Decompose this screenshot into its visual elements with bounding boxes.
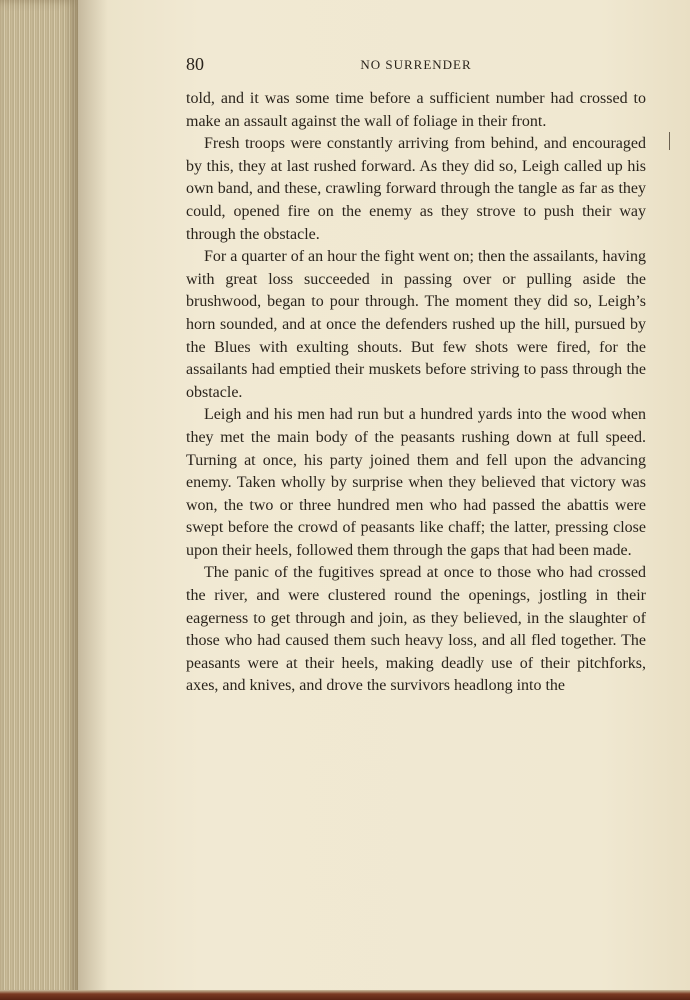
margin-mark [669,132,670,150]
page-header [186,54,646,78]
paragraph-4: Leigh and his men had run but a hundred yards into the wood when they met the main body of the peasants rushing down at full speed. Turning at once, his party joined them and fell upon the advancing enemy. Taken wholly by surprise when they believed that victory was won, the two or three hundred men who had passed the abattis were swept before the crowd of peasants like chaff; the latter, pressing close upon their heels, followed them through the gaps that had been made. [186,406,646,559]
paragraph-3: For a quarter of an hour the fight went on; then the assailants, having with great loss succeeded in passing over or pulling aside the brushwood, began to pour through. The moment they did so, Leigh’s horn sounded, and at once the defenders rushed up the hill, pursued by the Blues with exulting shouts. But few shots were fired, for the assailants had emptied their muskets before striving to pass through the obstacle. [186,248,646,401]
book-cover-edge [0,990,690,1000]
paragraph-2: Fresh troops were constantly arriving from behind, and encouraged by this, they at last rushed forward. As they did so, Leigh called up his own band, and these, crawling forward through the tangle as far as they could, opened fire on the enemy as they strove to push their way through the obstacle. [186,135,646,243]
page-number: 80 [186,54,204,74]
running-head: NO SURRENDER [360,57,472,72]
paragraph-5: The panic of the fugitives spread at once to those who had crossed the river, and were clustered round the openings, jostling in their eagerness to get through and join, as they believed, in the slaughter of those who had caused them such heavy loss, and all fled together. The peasants were at their heels, making deadly use of their pitchforks, axes, and knives, and drove the survivors headlong into the [186,564,646,695]
page-edges [0,0,78,1000]
body-text [186,88,646,698]
gutter-shadow [78,0,108,1000]
paragraph-1: told, and it was some time before a sufficient number had crossed to make an assault against the wall of foliage in their front. [186,90,646,130]
